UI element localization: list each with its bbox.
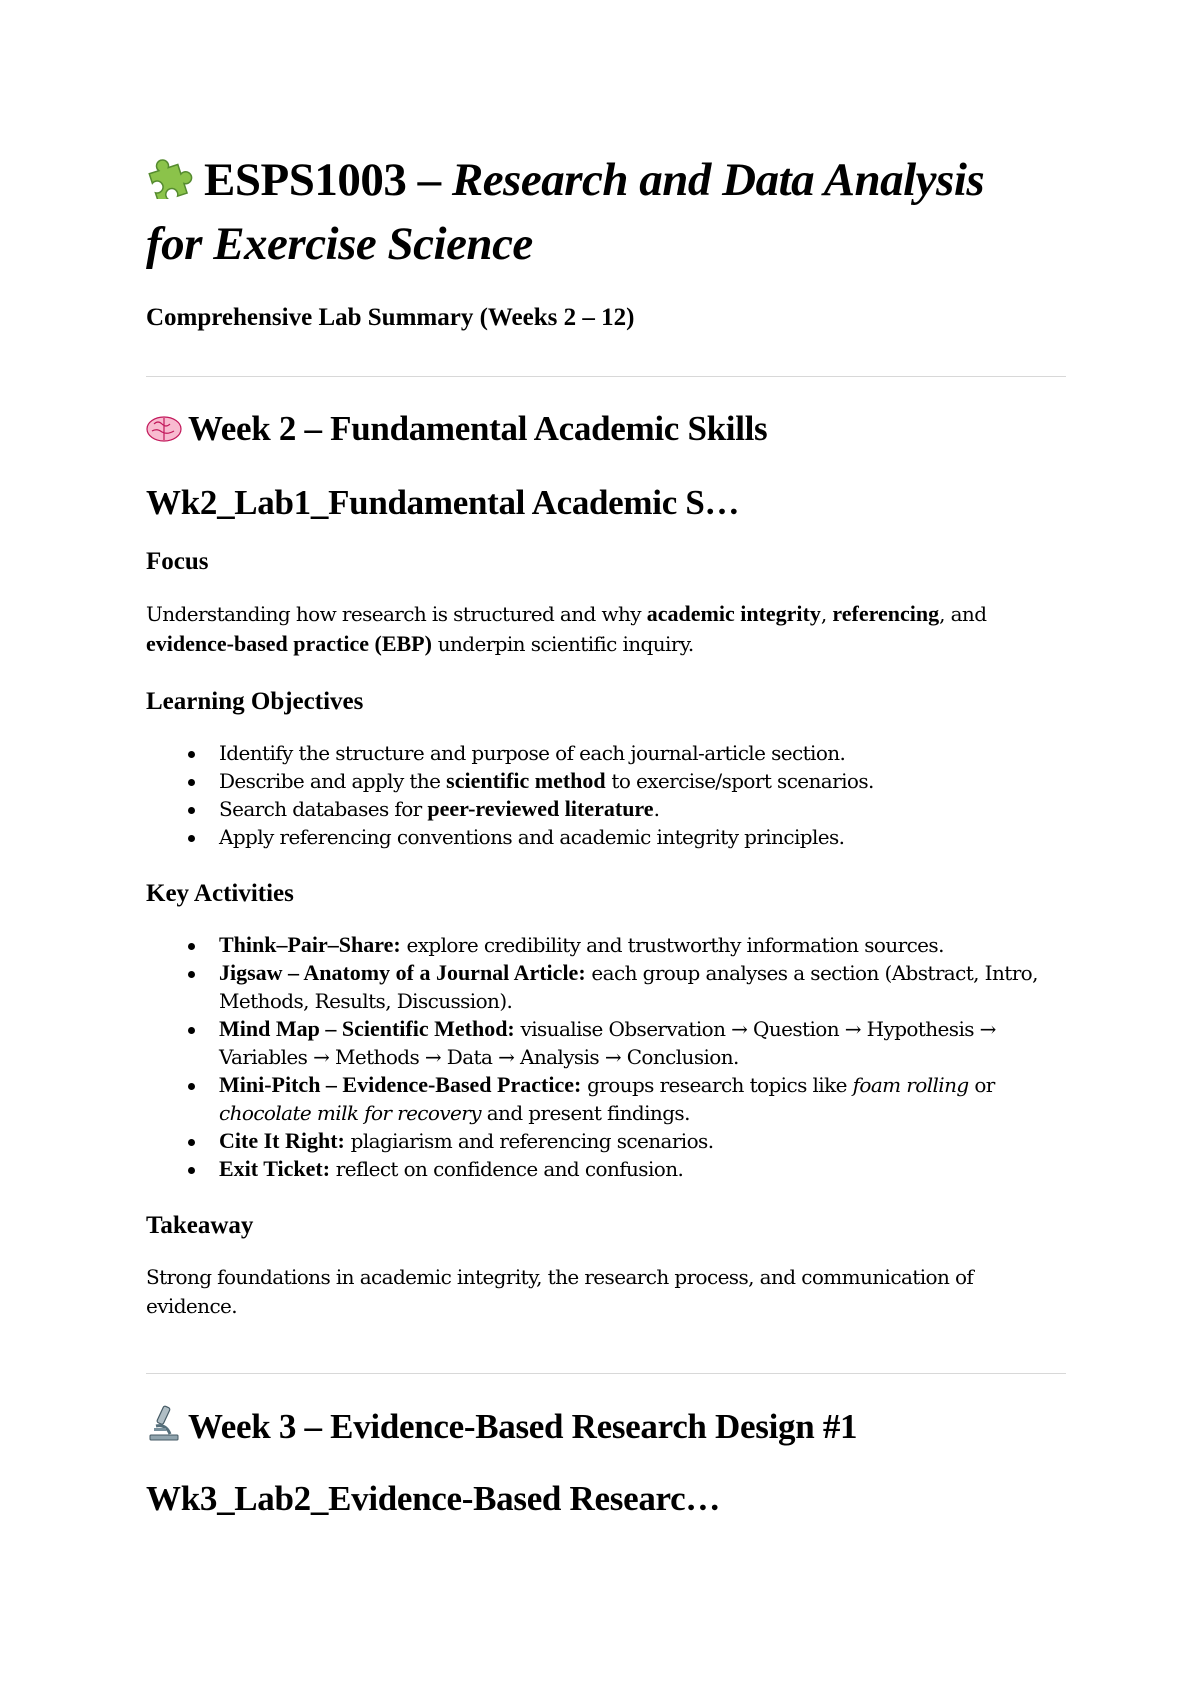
activities-heading: Key Activities [146, 880, 294, 907]
brain-icon [146, 411, 182, 455]
list-item: Cite It Right: plagiarism and referencing scenarios. [219, 1127, 1066, 1155]
week3-heading [146, 1404, 1066, 1453]
section-divider [146, 1373, 1066, 1374]
document-subtitle: Comprehensive Lab Summary (Weeks 2 – 12) [146, 304, 635, 331]
list-item: Think–Pair–Share: explore credibility and trustworthy information sources. [219, 931, 1066, 959]
microscope-icon [146, 1404, 182, 1453]
week2-heading [146, 407, 1066, 455]
list-item: Identify the structure and purpose of each journal-article section. [219, 739, 1066, 767]
takeaway-paragraph: Strong foundations in academic integrity, the research process, and communication of evidence. [146, 1265, 974, 1318]
list-item: Mind Map – Scientific Method: visualise Observation → Question → Hypothesis → Variables → Methods → Data → Analysis → Conclusion. [219, 1015, 1066, 1071]
takeaway-heading: Takeaway [146, 1212, 254, 1239]
course-code: ESPS1003 – [204, 154, 441, 206]
week3-heading-text: Week 3 – Evidence-Based Research Design #1 [188, 1407, 858, 1446]
list-item: Describe and apply the scientific method to exercise/sport scenarios. [219, 767, 1066, 795]
week3-lab-title: Wk3_Lab2_Evidence-Based Researc… [146, 1479, 721, 1518]
document-content [146, 140, 1066, 1521]
list-item: Exit Ticket: reflect on confidence and confusion. [219, 1155, 1066, 1183]
objectives-heading: Learning Objectives [146, 688, 364, 715]
list-item: Apply referencing conventions and academic integrity principles. [219, 823, 1066, 851]
list-item: Search databases for peer-reviewed literature. [219, 795, 1066, 823]
objectives-list [146, 739, 1066, 851]
course-name-line2: for Exercise Science [146, 218, 533, 270]
document-title [146, 150, 1066, 274]
focus-paragraph: Understanding how research is structured and why academic integrity, referencing, and evidence-based practice (EBP) underpin scientific inquiry. [146, 601, 987, 656]
activities-list [146, 931, 1066, 1183]
course-name-line1: Research and Data Analysis [451, 154, 985, 206]
list-item: Jigsaw – Anatomy of a Journal Article: each group analyses a section (Abstract, Intro, Methods, Results, Discussion). [219, 959, 1066, 1015]
list-item: Mini-Pitch – Evidence-Based Practice: groups research topics like foam rolling or chocolate milk for recovery and present findings. [219, 1071, 1066, 1127]
focus-heading: Focus [146, 548, 209, 575]
week2-heading-text: Week 2 – Fundamental Academic Skills [188, 409, 768, 448]
week2-lab-title: Wk2_Lab1_Fundamental Academic S… [146, 483, 740, 522]
puzzle-icon [146, 153, 198, 214]
section-divider [146, 376, 1066, 377]
